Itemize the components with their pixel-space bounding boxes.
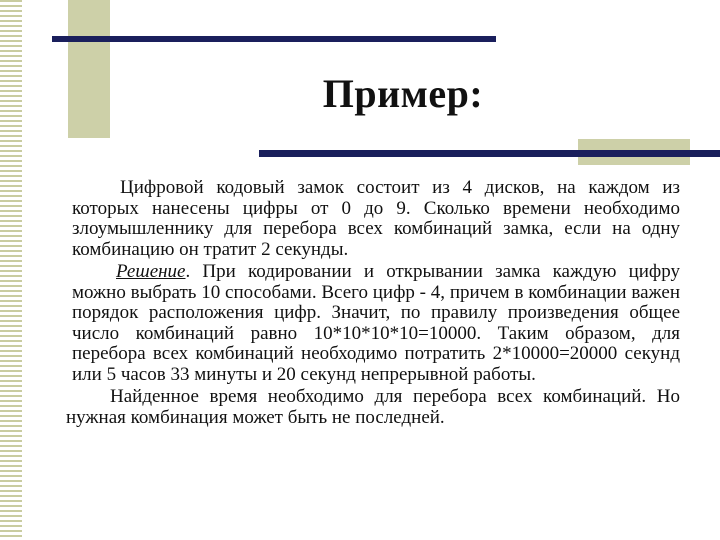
slide-body (66, 178, 680, 428)
conclusion-text: Найденное время необходимо для перебора всех комбинаций. Но нужная комбинация может быть не последней. (66, 386, 680, 428)
title-underline-bar (259, 150, 720, 157)
problem-paragraph (66, 178, 680, 260)
solution-paragraph (66, 262, 680, 385)
slide-title: Пример: (322, 71, 484, 116)
top-accent-square (68, 0, 110, 138)
conclusion-paragraph (66, 387, 680, 428)
solution-text: . При кодировании и открывании замка каждую цифру можно выбрать 10 способами. Всего цифр - 4, причем в комбинации важен порядок расположения цифр. Значит, по правилу произведения общее число комбинаций равно 10*10*10*10=10000. Таким образом, для перебора всех комбинаций необходимо потратить 2*10000=20000 секунд или 5 часов 33 минуты и 20 секунд непрерывной работы. (72, 261, 680, 385)
top-accent-line (52, 36, 496, 42)
problem-text: Цифровой кодовый замок состоит из 4 дисков, на каждом из которых нанесены цифры от 0 до 9. Сколько времени необходимо злоумышленнику для перебора всех комбинаций замка, если на одну комбинацию он тратит 2 секунды. (72, 177, 680, 260)
solution-label: Решение (116, 261, 186, 282)
